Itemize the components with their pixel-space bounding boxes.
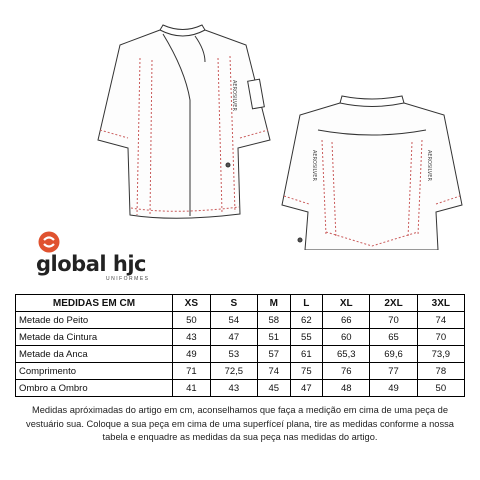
measurement-note: Medidas apróximadas do artigo em cm, aconselhamos que faça a medição em cima de uma peça de vestuário sua. Coloque a sua peça em cima de uma superfíceí plana, tire as medidas conforme a nossa tabela e enquadre as medidas da sua peça nas medidas do artigo. <box>26 405 454 442</box>
table-cell: 65,3 <box>323 346 370 363</box>
table-cell: 43 <box>173 329 211 346</box>
table-cell: 54 <box>210 312 257 329</box>
table-cell: 75 <box>290 363 323 380</box>
table-row-label: Comprimento <box>16 363 173 380</box>
table-row <box>16 346 465 363</box>
table-cell: 61 <box>290 346 323 363</box>
logo-subtitle: UNIFORMES <box>106 276 150 282</box>
table-cell: 48 <box>323 380 370 397</box>
table-row <box>16 380 465 397</box>
table-header-size: 3XL <box>417 295 464 312</box>
front-brand-label: AEROSILVER <box>231 80 237 111</box>
table-cell: 47 <box>210 329 257 346</box>
table-cell: 76 <box>323 363 370 380</box>
table-header-size: S <box>210 295 257 312</box>
table-row-label: Metade do Peito <box>16 312 173 329</box>
table-cell: 50 <box>417 380 464 397</box>
back-brand-label-left: AEROSILVER <box>311 150 317 181</box>
table-row <box>16 363 465 380</box>
logo-wordmark: global hjc <box>36 252 146 276</box>
table-cell: 78 <box>417 363 464 380</box>
table-header-size: 2XL <box>370 295 417 312</box>
table-cell: 45 <box>257 380 290 397</box>
jacket-front-view <box>98 25 270 218</box>
table-cell: 73,9 <box>417 346 464 363</box>
table-header-size: XS <box>173 295 211 312</box>
table-cell: 60 <box>323 329 370 346</box>
back-brand-label-right: AEROSILVER <box>426 150 432 181</box>
table-cell: 53 <box>210 346 257 363</box>
table-header-size: L <box>290 295 323 312</box>
table-row-label: Ombro a Ombro <box>16 380 173 397</box>
table-cell: 74 <box>257 363 290 380</box>
table-cell: 69,6 <box>370 346 417 363</box>
table-row <box>16 329 465 346</box>
table-row <box>16 312 465 329</box>
table-cell: 43 <box>210 380 257 397</box>
table-cell: 57 <box>257 346 290 363</box>
table-cell: 70 <box>370 312 417 329</box>
table-cell: 47 <box>290 380 323 397</box>
table-cell: 72,5 <box>210 363 257 380</box>
table-cell: 62 <box>290 312 323 329</box>
size-table <box>15 294 465 397</box>
table-cell: 49 <box>370 380 417 397</box>
size-table-body <box>16 312 465 397</box>
table-cell: 41 <box>173 380 211 397</box>
table-cell: 70 <box>417 329 464 346</box>
table-cell: 74 <box>417 312 464 329</box>
size-table-header-row <box>16 295 465 312</box>
table-cell: 50 <box>173 312 211 329</box>
table-cell: 51 <box>257 329 290 346</box>
table-cell: 71 <box>173 363 211 380</box>
table-cell: 77 <box>370 363 417 380</box>
table-header-title: MEDIDAS EM CM <box>16 295 173 312</box>
table-cell: 65 <box>370 329 417 346</box>
jacket-back-view <box>282 96 462 250</box>
table-cell: 58 <box>257 312 290 329</box>
table-row-label: Metade da Anca <box>16 346 173 363</box>
table-header-size: XL <box>323 295 370 312</box>
table-cell: 55 <box>290 329 323 346</box>
global-hjc-logo-icon <box>38 231 60 253</box>
table-cell: 66 <box>323 312 370 329</box>
table-row-label: Metade da Cintura <box>16 329 173 346</box>
table-header-size: M <box>257 295 290 312</box>
table-cell: 49 <box>173 346 211 363</box>
